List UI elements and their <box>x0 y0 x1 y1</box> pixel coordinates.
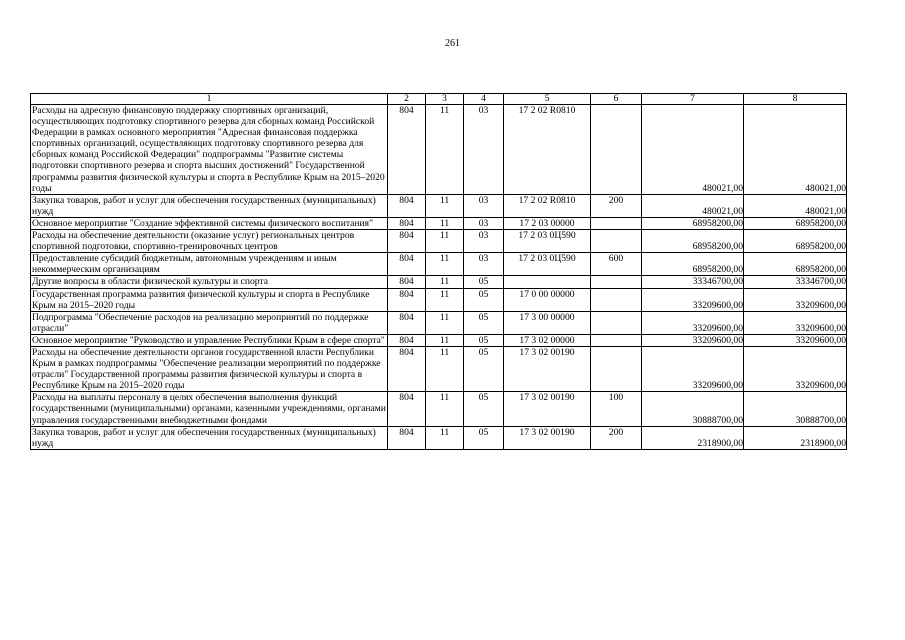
subsection-code: 05 <box>464 426 504 449</box>
subsection-code: 05 <box>464 288 504 311</box>
ministry-code: 804 <box>388 334 426 346</box>
table-row <box>31 194 847 217</box>
ministry-code: 804 <box>388 346 426 391</box>
column-header: 4 <box>464 94 504 105</box>
table-row <box>31 426 847 449</box>
item-name: Расходы на обеспечение деятельности (оказание услуг) региональных центров спортивной подготовки, спортивно-тренировочных центров <box>31 230 388 253</box>
column-header: 2 <box>388 94 426 105</box>
target-code: 17 2 02 R0810 <box>504 105 591 195</box>
target-code <box>504 276 591 288</box>
amount-col8: 2318900,00 <box>744 426 847 449</box>
target-code: 17 3 02 00190 <box>504 346 591 391</box>
item-name: Государственная программа развития физической культуры и спорта в Республике Крым на 2015–2020 годы <box>31 288 388 311</box>
section-code: 11 <box>426 230 464 253</box>
ministry-code: 804 <box>388 311 426 334</box>
amount-col8: 480021,00 <box>744 194 847 217</box>
amount-col7: 33209600,00 <box>642 334 744 346</box>
amount-col8: 68958200,00 <box>744 217 847 229</box>
table-row <box>31 105 847 195</box>
ministry-code: 804 <box>388 276 426 288</box>
ministry-code: 804 <box>388 217 426 229</box>
amount-col8: 33209600,00 <box>744 346 847 391</box>
amount-col8: 480021,00 <box>744 105 847 195</box>
expense-type-code <box>591 217 642 229</box>
subsection-code: 03 <box>464 230 504 253</box>
target-code: 17 2 03 0Ц590 <box>504 253 591 276</box>
amount-col7: 33209600,00 <box>642 288 744 311</box>
subsection-code: 05 <box>464 334 504 346</box>
target-code: 17 2 03 0Ц590 <box>504 230 591 253</box>
table-row <box>31 288 847 311</box>
amount-col7: 33209600,00 <box>642 346 744 391</box>
column-header: 7 <box>642 94 744 105</box>
table-row <box>31 217 847 229</box>
subsection-code: 03 <box>464 105 504 195</box>
expense-type-code <box>591 334 642 346</box>
amount-col8: 68958200,00 <box>744 230 847 253</box>
table-row <box>31 253 847 276</box>
amount-col8: 33209600,00 <box>744 288 847 311</box>
table-row <box>31 346 847 391</box>
amount-col8: 30888700,00 <box>744 392 847 426</box>
subsection-code: 05 <box>464 311 504 334</box>
expense-type-code: 600 <box>591 253 642 276</box>
subsection-code: 05 <box>464 276 504 288</box>
target-code: 17 2 03 00000 <box>504 217 591 229</box>
item-name: Расходы на адресную финансовую поддержку спортивных организаций, осуществляющих подготовку спортивного резерва для сборных команд Российской Федерации в рамках основного мероприятия "Адресная финансовая поддержка спортивных организаций, осуществляющих подготовку спортивного резерва для сборных команд Российской Федерации" подпрограммы "Развитие системы подготовки спортивного резерва и спорта высших достижений" Государственной программы развития физической культуры и спорта в Республике Крым на 2015–2020 годы <box>31 105 388 195</box>
amount-col7: 480021,00 <box>642 105 744 195</box>
subsection-code: 03 <box>464 217 504 229</box>
item-name: Расходы на обеспечение деятельности органов государственной власти Республики Крым в рамках подпрограммы "Обеспечение реализации мероприятий по поддержке отрасли" Государственной программы развития физической культуры и спорта в Республике Крым на 2015–2020 годы <box>31 346 388 391</box>
section-code: 11 <box>426 334 464 346</box>
item-name: Подпрограмма "Обеспечение расходов на реализацию мероприятий по поддержке отрасли" <box>31 311 388 334</box>
table-row <box>31 392 847 426</box>
amount-col7: 2318900,00 <box>642 426 744 449</box>
amount-col7: 68958200,00 <box>642 253 744 276</box>
expense-type-code <box>591 288 642 311</box>
amount-col7: 33209600,00 <box>642 311 744 334</box>
section-code: 11 <box>426 217 464 229</box>
item-name: Закупка товаров, работ и услуг для обеспечения государственных (муниципальных) нужд <box>31 426 388 449</box>
amount-col7: 30888700,00 <box>642 392 744 426</box>
item-name: Другие вопросы в области физической культуры и спорта <box>31 276 388 288</box>
amount-col8: 68958200,00 <box>744 253 847 276</box>
table-row <box>31 230 847 253</box>
ministry-code: 804 <box>388 392 426 426</box>
subsection-code: 03 <box>464 253 504 276</box>
column-header: 5 <box>504 94 591 105</box>
column-header: 1 <box>31 94 388 105</box>
amount-col7: 480021,00 <box>642 194 744 217</box>
page-number: 261 <box>445 38 460 49</box>
expense-type-code <box>591 311 642 334</box>
subsection-code: 03 <box>464 194 504 217</box>
column-header: 8 <box>744 94 847 105</box>
expense-type-code: 200 <box>591 426 642 449</box>
table-row <box>31 311 847 334</box>
ministry-code: 804 <box>388 105 426 195</box>
table-row <box>31 276 847 288</box>
ministry-code: 804 <box>388 194 426 217</box>
budget-table <box>30 93 847 450</box>
ministry-code: 804 <box>388 426 426 449</box>
section-code: 11 <box>426 253 464 276</box>
section-code: 11 <box>426 105 464 195</box>
item-name: Основное мероприятие "Создание эффективной системы физического воспитания" <box>31 217 388 229</box>
subsection-code: 05 <box>464 346 504 391</box>
item-name: Закупка товаров, работ и услуг для обеспечения государственных (муниципальных) нужд <box>31 194 388 217</box>
amount-col7: 68958200,00 <box>642 230 744 253</box>
header-row <box>31 94 847 105</box>
item-name: Расходы на выплаты персоналу в целях обеспечения выполнения функций государственными (муниципальными) органами, казенными учреждениями, органами управления государственными внебюджетными фондами <box>32 392 386 426</box>
section-code: 11 <box>426 426 464 449</box>
section-code: 11 <box>426 276 464 288</box>
expense-type-code: 200 <box>591 194 642 217</box>
column-header: 6 <box>591 94 642 105</box>
expense-type-code <box>591 230 642 253</box>
ministry-code: 804 <box>388 253 426 276</box>
amount-col8: 33209600,00 <box>744 334 847 346</box>
target-code: 17 3 02 00190 <box>504 426 591 449</box>
target-code: 17 3 02 00190 <box>504 392 591 426</box>
section-code: 11 <box>426 311 464 334</box>
item-name: Предоставление субсидий бюджетным, автономным учреждениям и иным некоммерческим организациям <box>31 253 388 276</box>
amount-col7: 68958200,00 <box>642 217 744 229</box>
target-code: 17 0 00 00000 <box>504 288 591 311</box>
amount-col7: 33346700,00 <box>642 276 744 288</box>
target-code: 17 2 02 R0810 <box>504 194 591 217</box>
section-code: 11 <box>426 392 464 426</box>
section-code: 11 <box>426 194 464 217</box>
section-code: 11 <box>426 346 464 391</box>
target-code: 17 3 02 00000 <box>504 334 591 346</box>
expense-type-code: 100 <box>591 392 642 426</box>
subsection-code: 05 <box>464 392 504 426</box>
expense-type-code <box>591 105 642 195</box>
ministry-code: 804 <box>388 230 426 253</box>
expense-type-code <box>591 346 642 391</box>
section-code: 11 <box>426 288 464 311</box>
target-code: 17 3 00 00000 <box>504 311 591 334</box>
ministry-code: 804 <box>388 288 426 311</box>
amount-col8: 33346700,00 <box>744 276 847 288</box>
item-name: Основное мероприятие "Руководство и управление Республики Крым в сфере спорта" <box>31 334 388 346</box>
expense-type-code <box>591 276 642 288</box>
amount-col8: 33209600,00 <box>744 311 847 334</box>
column-header: 3 <box>426 94 464 105</box>
table-row <box>31 334 847 346</box>
